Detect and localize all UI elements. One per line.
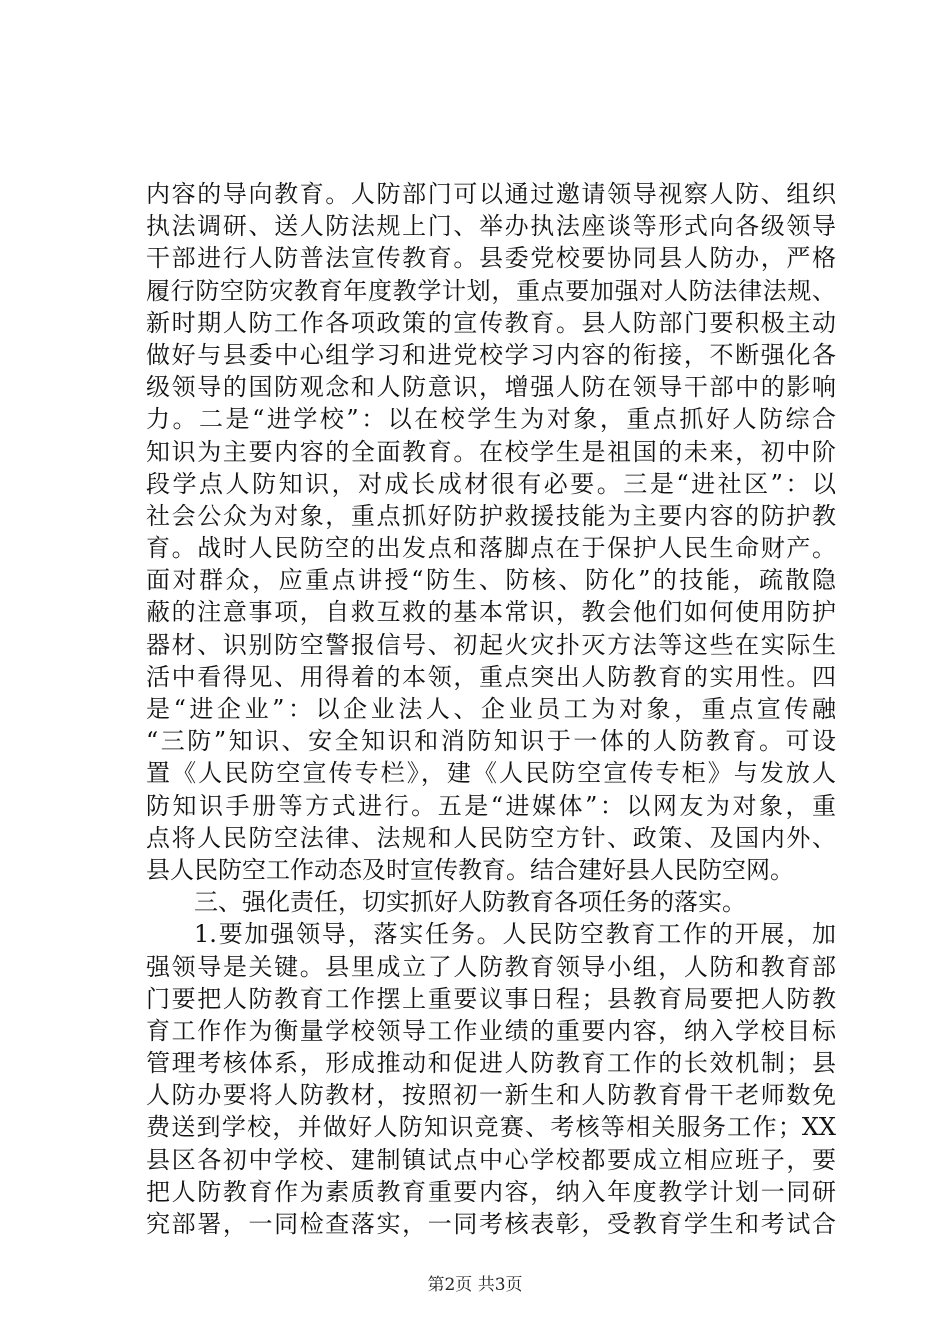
text-line: 育。战时人民防空的出发点和落脚点在于保护人民生命财产。 bbox=[146, 534, 836, 563]
text-line: 知识为主要内容的全面教育。在校学生是祖国的未来，初中阶 bbox=[146, 437, 836, 466]
text-line: 县人民防空工作动态及时宣传教育。结合建好县人民防空网。 bbox=[146, 855, 794, 884]
text-line: 防知识手册等方式进行。五是“进媒体”：以网友为对象，重 bbox=[146, 791, 836, 820]
text-line: 人防办要将人防教材，按照初一新生和人防教育骨干老师数免 bbox=[146, 1081, 836, 1110]
text-line: 执法调研、送人防法规上门、举办执法座谈等形式向各级领导 bbox=[146, 212, 836, 241]
page-number: 第2页 共3页 bbox=[427, 1275, 523, 1295]
text-line: 面对群众，应重点讲授“防生、防核、防化”的技能，疏散隐 bbox=[146, 566, 836, 595]
text-line: 器材、识别防空警报信号、初起火灾扑灭方法等这些在实际生 bbox=[146, 630, 836, 659]
text-line: 蔽的注意事项，自救互救的基本常识，教会他们如何使用防护 bbox=[146, 598, 836, 627]
text-line: 级领导的国防观念和人防意识，增强人防在领导干部中的影响 bbox=[146, 373, 836, 402]
text-line: 力。二是“进学校”：以在校学生为对象，重点抓好人防综合 bbox=[146, 405, 836, 434]
text-line: 究部署，一同检查落实，一同考核表彰，受教育学生和考试合 bbox=[146, 1210, 836, 1238]
text-line: 费送到学校，并做好人防知识竞赛、考核等相关服务工作；XX bbox=[146, 1113, 836, 1142]
text-line: 履行防空防灾教育年度教学计划，重点要加强对人防法律法规、 bbox=[146, 276, 836, 305]
text-line: 育工作作为衡量学校领导工作业绩的重要内容，纳入学校目标 bbox=[146, 1016, 836, 1045]
text-line: 社会公众为对象，重点抓好防护救援技能为主要内容的防护教 bbox=[146, 501, 836, 530]
text-line: 管理考核体系，形成推动和促进人防教育工作的长效机制；县 bbox=[146, 1049, 836, 1078]
text-line: 内容的导向教育。人防部门可以通过邀请领导视察人防、组织 bbox=[146, 180, 836, 208]
text-line: 干部进行人防普法宣传教育。县委党校要协同县人防办，严格 bbox=[146, 244, 836, 273]
text-line: 置《人民防空宣传专栏》，建《人民防空宣传专柜》与发放人 bbox=[146, 759, 836, 788]
body-text bbox=[146, 178, 836, 1240]
text-line: 1.要加强领导，落实任务。人民防空教育工作的开展，加 bbox=[194, 920, 836, 949]
text-line: 段学点人防知识，对成长成材很有必要。三是“进社区”：以 bbox=[146, 469, 836, 498]
text-line: 活中看得见、用得着的本领，重点突出人防教育的实用性。四 bbox=[146, 662, 836, 691]
section-heading: 三、强化责任，切实抓好人防教育各项任务的落实。 bbox=[194, 888, 746, 917]
text-line: 做好与县委中心组学习和进党校学习内容的衔接，不断强化各 bbox=[146, 340, 836, 369]
text-line: 点将人民防空法律、法规和人民防空方针、政策、及国内外、 bbox=[146, 823, 836, 852]
text-line: 新时期人防工作各项政策的宣传教育。县人防部门要积极主动 bbox=[146, 308, 836, 337]
text-line: 强领导是关键。县里成立了人防教育领导小组，人防和教育部 bbox=[146, 952, 836, 981]
text-line: “三防”知识、安全知识和消防知识于一体的人防教育。可设 bbox=[146, 727, 836, 756]
text-line: 门要把人防教育工作摆上重要议事日程；县教育局要把人防教 bbox=[146, 984, 836, 1013]
page-footer bbox=[0, 1275, 950, 1295]
text-line: 县区各初中学校、建制镇试点中心学校都要成立相应班子，要 bbox=[146, 1145, 836, 1174]
text-line: 是“进企业”：以企业法人、企业员工为对象，重点宣传融 bbox=[146, 695, 836, 723]
text-line: 把人防教育作为素质教育重要内容，纳入年度教学计划一同研 bbox=[146, 1177, 836, 1206]
